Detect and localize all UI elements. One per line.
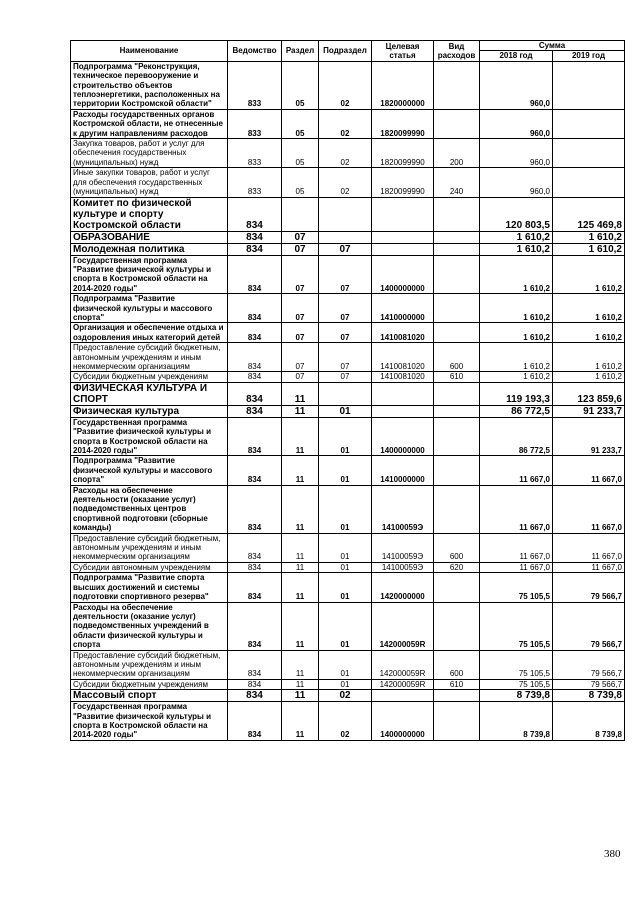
cell-razdel: 11 [282,573,319,602]
header-celevaya: Целевая статья [372,41,434,62]
cell-name: Закупка товаров, работ и услуг для обеспечения государственных (муниципальных) нужд [71,139,228,168]
header-name: Наименование [71,41,228,62]
cell-podrazdel: 07 [319,372,372,382]
cell-y2019: 79 566,7 [553,573,625,602]
cell-cs: 14100059Э [372,533,434,562]
cell-name: ФИЗИЧЕСКАЯ КУЛЬТУРА И СПОРТ [71,382,228,405]
cell-y2019: 11 667,0 [553,562,625,572]
cell-razdel: 05 [282,139,319,168]
cell-y2018: 8 739,8 [480,690,553,702]
cell-y2019: 11 667,0 [553,456,625,485]
header-podrazdel: Подраздел [319,41,372,62]
cell-ved: 834 [228,602,282,650]
header-2019: 2019 год [553,51,625,61]
cell-vr [434,243,480,255]
cell-podrazdel: 01 [319,417,372,456]
cell-ved: 834 [228,243,282,255]
table-row [71,168,625,197]
cell-cs: 1410000000 [372,456,434,485]
cell-ved: 834 [228,255,282,294]
cell-y2019: 1 610,2 [553,231,625,243]
cell-name: Массовый спорт [71,690,228,702]
cell-y2018: 86 772,5 [480,405,553,417]
cell-ved: 833 [228,139,282,168]
cell-vr: 200 [434,139,480,168]
cell-ved: 834 [228,690,282,702]
cell-razdel: 11 [282,417,319,456]
cell-vr [434,405,480,417]
cell-podrazdel: 07 [319,343,372,372]
table-row [71,294,625,323]
cell-razdel: 11 [282,485,319,533]
cell-cs: 1400000000 [372,417,434,456]
cell-y2018: 960,0 [480,168,553,197]
cell-podrazdel: 07 [319,243,372,255]
cell-name: Расходы на обеспечение деятельности (оказание услуг) подведомственных учреждений в области физической культуры и спорта [71,602,228,650]
cell-razdel [282,197,319,231]
table-row [71,109,625,138]
cell-cs: 1820000000 [372,61,434,109]
cell-name: Подпрограмма "Развитие физической культуры и массового спорта" [71,456,228,485]
cell-razdel: 11 [282,702,319,741]
table-row [71,456,625,485]
cell-name: Предоставление субсидий бюджетным, автономным учреждениям и иным некоммерческим организациям [71,650,228,679]
table-row [71,231,625,243]
table-row [71,602,625,650]
cell-cs [372,690,434,702]
cell-razdel: 11 [282,382,319,405]
cell-podrazdel: 01 [319,533,372,562]
cell-ved: 834 [228,702,282,741]
table-row [71,485,625,533]
cell-razdel: 07 [282,231,319,243]
cell-cs: 1410000000 [372,294,434,323]
cell-razdel: 11 [282,602,319,650]
cell-ved: 834 [228,343,282,372]
cell-razdel: 07 [282,323,319,343]
cell-razdel: 05 [282,168,319,197]
cell-y2019: 91 233,7 [553,405,625,417]
cell-y2019: 1 610,2 [553,294,625,323]
cell-podrazdel: 01 [319,679,372,689]
cell-y2019: 79 566,7 [553,650,625,679]
cell-vr [434,323,480,343]
cell-podrazdel: 07 [319,294,372,323]
cell-y2018: 75 105,5 [480,573,553,602]
cell-ved: 833 [228,168,282,197]
cell-razdel: 11 [282,650,319,679]
cell-razdel: 07 [282,343,319,372]
cell-ved: 834 [228,679,282,689]
cell-podrazdel: 02 [319,702,372,741]
cell-y2018: 119 193,3 [480,382,553,405]
cell-y2019: 91 233,7 [553,417,625,456]
cell-y2019 [553,61,625,109]
cell-y2019: 1 610,2 [553,372,625,382]
cell-vr: 600 [434,343,480,372]
cell-y2019: 11 667,0 [553,533,625,562]
cell-cs: 1410081020 [372,372,434,382]
budget-table [70,40,625,741]
table-row [71,690,625,702]
cell-y2018: 1 610,2 [480,255,553,294]
cell-y2019: 8 739,8 [553,702,625,741]
cell-podrazdel: 02 [319,168,372,197]
cell-vr: 600 [434,533,480,562]
cell-ved: 834 [228,294,282,323]
cell-podrazdel: 01 [319,562,372,572]
cell-cs [372,243,434,255]
cell-y2018: 75 105,5 [480,602,553,650]
cell-y2019: 125 469,8 [553,197,625,231]
cell-vr [434,255,480,294]
cell-cs: 14100059Э [372,485,434,533]
cell-y2019: 1 610,2 [553,343,625,372]
cell-ved: 833 [228,61,282,109]
cell-y2019 [553,168,625,197]
header-ved: Ведомство [228,41,282,62]
cell-y2019 [553,139,625,168]
table-row [71,650,625,679]
cell-podrazdel: 02 [319,109,372,138]
cell-ved: 834 [228,405,282,417]
cell-cs [372,231,434,243]
cell-y2019: 123 859,6 [553,382,625,405]
cell-y2019: 11 667,0 [553,485,625,533]
cell-name: ОБРАЗОВАНИЕ [71,231,228,243]
cell-razdel: 05 [282,61,319,109]
cell-ved: 834 [228,562,282,572]
cell-razdel: 11 [282,533,319,562]
cell-y2018: 1 610,2 [480,294,553,323]
cell-ved: 834 [228,573,282,602]
cell-cs: 14100059Э [372,562,434,572]
cell-podrazdel: 07 [319,323,372,343]
cell-y2019 [553,109,625,138]
cell-ved: 834 [228,456,282,485]
page-number: 380 [604,848,621,860]
header-2018: 2018 год [480,51,553,61]
cell-ved: 833 [228,109,282,138]
cell-name: Расходы государственных органов Костромской области, не отнесенные к другим направлениям расходов [71,109,228,138]
table-row [71,61,625,109]
cell-cs: 1410081020 [372,343,434,372]
cell-name: Организация и обеспечение отдыха и оздоровления иных категорий детей [71,323,228,343]
cell-cs: 1400000000 [372,255,434,294]
cell-name: Молодежная политика [71,243,228,255]
cell-y2018: 11 667,0 [480,456,553,485]
cell-y2018: 960,0 [480,61,553,109]
cell-name: Подпрограмма "Реконструкция, техническое перевооружение и строительство объектов теплоэнергетики, расположенных на территории Костромской области" [71,61,228,109]
cell-y2019: 79 566,7 [553,602,625,650]
cell-name: Подпрограмма "Развитие спорта высших достижений и системы подготовки спортивного резерва" [71,573,228,602]
cell-y2018: 120 803,5 [480,197,553,231]
cell-name: Физическая культура [71,405,228,417]
cell-podrazdel: 02 [319,61,372,109]
cell-razdel: 11 [282,690,319,702]
cell-name: Предоставление субсидий бюджетным, автономным учреждениям и иным некоммерческим организациям [71,533,228,562]
cell-vr [434,382,480,405]
cell-vr [434,417,480,456]
cell-y2018: 960,0 [480,109,553,138]
cell-y2018: 11 667,0 [480,533,553,562]
cell-podrazdel [319,382,372,405]
cell-y2018: 1 610,2 [480,372,553,382]
cell-cs: 1820099990 [372,139,434,168]
cell-cs: 1410081020 [372,323,434,343]
table-row [71,562,625,572]
cell-y2018: 86 772,5 [480,417,553,456]
table-row [71,372,625,382]
cell-vr: 610 [434,372,480,382]
cell-y2018: 1 610,2 [480,231,553,243]
table-row [71,702,625,741]
cell-ved: 834 [228,231,282,243]
cell-podrazdel: 01 [319,602,372,650]
cell-vr: 610 [434,679,480,689]
cell-podrazdel: 01 [319,405,372,417]
cell-y2018: 960,0 [480,139,553,168]
cell-y2018: 11 667,0 [480,485,553,533]
cell-cs: 1820099990 [372,109,434,138]
table-row [71,139,625,168]
table-row [71,343,625,372]
cell-y2018: 8 739,8 [480,702,553,741]
cell-podrazdel: 02 [319,690,372,702]
cell-vr [434,197,480,231]
cell-name: Комитет по физической культуре и спорту Костромской области [71,197,228,231]
cell-cs [372,197,434,231]
cell-razdel: 07 [282,294,319,323]
table-body [71,61,625,740]
cell-name: Подпрограмма "Развитие физической культуры и массового спорта" [71,294,228,323]
table-row [71,323,625,343]
cell-cs: 1420000000 [372,573,434,602]
cell-name: Государственная программа "Развитие физической культуры и спорта в Костромской области на 2014-2020 годы" [71,417,228,456]
cell-vr [434,602,480,650]
cell-podrazdel: 01 [319,573,372,602]
cell-cs: 142000059R [372,650,434,679]
header-summa: Сумма [480,41,625,51]
cell-y2019: 1 610,2 [553,243,625,255]
cell-name: Расходы на обеспечение деятельности (оказание услуг) подведомственных центров спортивной подготовки (сборные команды) [71,485,228,533]
cell-vr: 240 [434,168,480,197]
cell-vr [434,702,480,741]
cell-y2019: 8 739,8 [553,690,625,702]
cell-podrazdel: 01 [319,456,372,485]
cell-ved: 834 [228,485,282,533]
header-razdel: Раздел [282,41,319,62]
cell-name: Субсидии бюджетным учреждениям [71,679,228,689]
cell-razdel: 07 [282,255,319,294]
cell-y2018: 1 610,2 [480,323,553,343]
cell-y2018: 1 610,2 [480,243,553,255]
cell-vr: 620 [434,562,480,572]
cell-ved: 834 [228,650,282,679]
cell-y2018: 1 610,2 [480,343,553,372]
cell-cs: 142000059R [372,602,434,650]
cell-razdel: 07 [282,243,319,255]
cell-vr [434,294,480,323]
cell-y2018: 75 105,5 [480,679,553,689]
cell-ved: 834 [228,382,282,405]
cell-vr: 600 [434,650,480,679]
table-row [71,243,625,255]
cell-podrazdel: 07 [319,255,372,294]
cell-name: Субсидии автономным учреждениям [71,562,228,572]
table-row [71,382,625,405]
cell-razdel: 05 [282,109,319,138]
cell-name: Иные закупки товаров, работ и услуг для обеспечения государственных (муниципальных) нужд [71,168,228,197]
cell-cs: 1820099990 [372,168,434,197]
cell-y2019: 1 610,2 [553,323,625,343]
cell-podrazdel: 01 [319,485,372,533]
table-row [71,533,625,562]
cell-vr [434,109,480,138]
cell-ved: 834 [228,197,282,231]
header-vid: Вид расходов [434,41,480,62]
cell-vr [434,456,480,485]
cell-vr [434,485,480,533]
cell-cs: 1400000000 [372,702,434,741]
cell-ved: 834 [228,417,282,456]
cell-razdel: 11 [282,456,319,485]
table-row [71,255,625,294]
table-row [71,679,625,689]
cell-y2019: 1 610,2 [553,255,625,294]
cell-name: Предоставление субсидий бюджетным, автономным учреждениям и иным некоммерческим организациям [71,343,228,372]
table-row [71,573,625,602]
cell-name: Государственная программа "Развитие физической культуры и спорта в Костромской области на 2014-2020 годы" [71,255,228,294]
cell-vr [434,573,480,602]
cell-podrazdel [319,197,372,231]
table-row [71,417,625,456]
cell-name: Субсидии бюджетным учреждениям [71,372,228,382]
cell-ved: 834 [228,533,282,562]
cell-razdel: 11 [282,562,319,572]
cell-podrazdel: 02 [319,139,372,168]
cell-podrazdel: 01 [319,650,372,679]
cell-podrazdel [319,231,372,243]
cell-y2018: 75 105,5 [480,650,553,679]
cell-cs [372,382,434,405]
cell-razdel: 07 [282,372,319,382]
cell-name: Государственная программа "Развитие физической культуры и спорта в Костромской области на 2014-2020 годы" [71,702,228,741]
cell-ved: 834 [228,323,282,343]
table-row [71,405,625,417]
cell-razdel: 11 [282,679,319,689]
cell-vr [434,61,480,109]
cell-y2018: 11 667,0 [480,562,553,572]
cell-ved: 834 [228,372,282,382]
cell-cs [372,405,434,417]
cell-cs: 142000059R [372,679,434,689]
cell-razdel: 11 [282,405,319,417]
cell-vr [434,231,480,243]
table-row [71,197,625,231]
cell-y2019: 79 566,7 [553,679,625,689]
cell-vr [434,690,480,702]
